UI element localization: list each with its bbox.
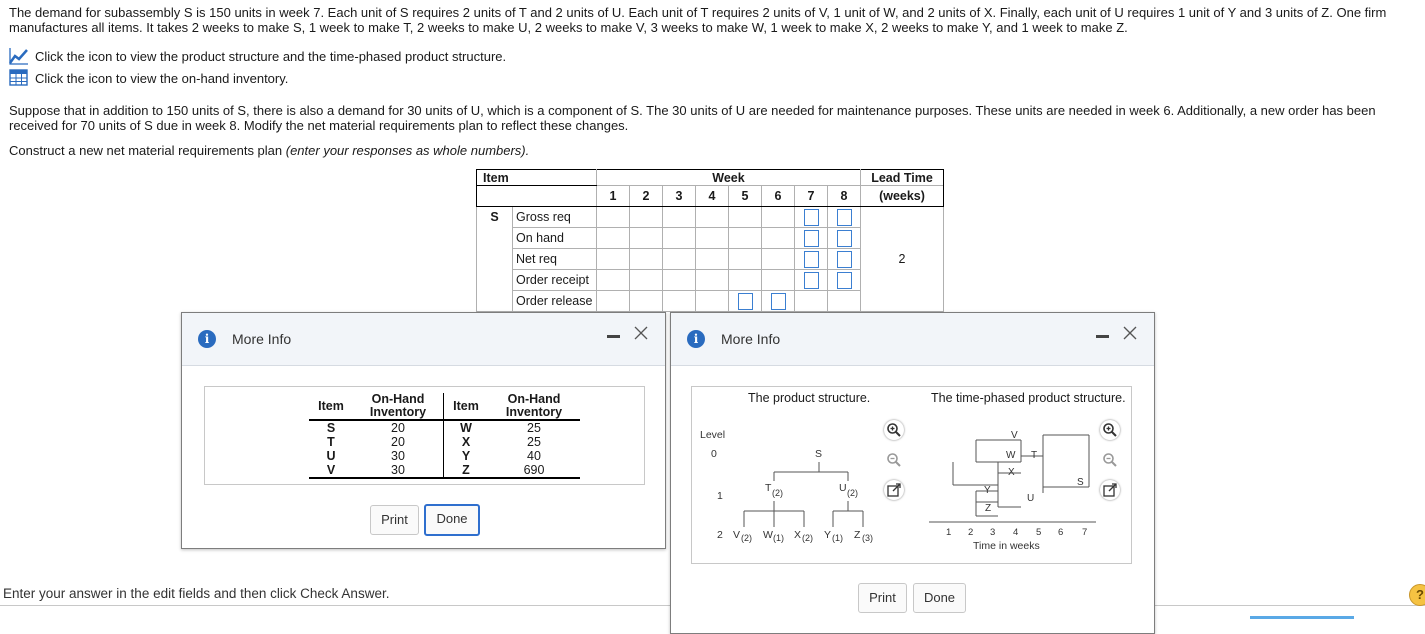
node-y-qty: (1) (832, 533, 843, 543)
week-5: 5 (729, 186, 762, 207)
structure-frame (691, 386, 1132, 564)
level-1: 1 (717, 490, 723, 502)
week-7: 7 (795, 186, 828, 207)
zoom-in-icon[interactable] (1100, 420, 1120, 440)
inv-qty: 20 (353, 420, 444, 435)
popout-icon[interactable] (884, 480, 904, 500)
inv-onhand-header-left: On-Hand Inventory (353, 393, 444, 420)
inv-item: T (327, 435, 335, 449)
mrp-header-row-1 (477, 170, 944, 186)
inv-item: X (461, 435, 471, 449)
lead-time-header-2: (weeks) (861, 186, 944, 207)
row-label-net-req: Net req (513, 249, 597, 270)
product-structure-diagram (692, 417, 882, 547)
help-icon[interactable]: ? (1409, 584, 1425, 606)
inv-qty: 20 (353, 435, 444, 449)
item-header: Item (477, 170, 597, 186)
level-2: 2 (717, 529, 723, 541)
inv-qty: 40 (527, 449, 541, 463)
row-gross-req (477, 207, 944, 228)
item-s: S (477, 207, 513, 312)
zoom-out-icon[interactable] (884, 450, 904, 470)
row-label-order-receipt: Order receipt (513, 270, 597, 291)
node-u-qty: (2) (847, 488, 858, 498)
level-0: 0 (711, 448, 717, 460)
inventory-dialog-header (182, 313, 665, 366)
inv-row (309, 420, 580, 435)
close-icon[interactable] (633, 325, 649, 341)
tp-u: U (1027, 493, 1035, 504)
inv-qty: 25 (527, 435, 541, 449)
done-button[interactable]: Done (913, 583, 966, 613)
week-6: 6 (762, 186, 795, 207)
week-3: 3 (663, 186, 696, 207)
zoom-out-icon[interactable] (1100, 450, 1120, 470)
chart-icon[interactable] (9, 47, 29, 65)
inv-item: S (326, 421, 336, 435)
node-v: V (733, 529, 741, 541)
inv-qty: 690 (488, 463, 580, 478)
row-label-gross-req: Gross req (513, 207, 597, 228)
tp-x: X (1008, 467, 1015, 478)
inv-row (309, 449, 580, 463)
inv-item: W (460, 421, 472, 435)
order-release-week-6-input[interactable] (771, 293, 786, 310)
tp-axis-label: Time in weeks (973, 540, 1040, 552)
node-x-qty: (2) (802, 533, 813, 543)
inventory-table (309, 393, 580, 479)
inv-qty: 30 (353, 449, 444, 463)
row-label-order-release: Order release (513, 291, 597, 312)
tp-t: T (1031, 450, 1038, 461)
product-structure-title: The product structure. (748, 391, 871, 405)
inv-row (309, 463, 580, 478)
node-s: S (815, 448, 823, 460)
week-4: 4 (696, 186, 729, 207)
print-button[interactable]: Print (858, 583, 907, 613)
structure-dialog-header (671, 313, 1154, 366)
tp-z: Z (985, 503, 992, 514)
info-icon: i (198, 330, 216, 348)
inventory-link-text[interactable]: Click the icon to view the on-hand inventory. (35, 70, 289, 86)
product-structure-link-text[interactable]: Click the icon to view the product structure and the time-phased product structure. (35, 48, 507, 64)
done-button[interactable]: Done (424, 504, 480, 536)
tp-tick: 1 (946, 527, 952, 538)
inv-item: V (309, 463, 353, 478)
inv-item: U (326, 449, 336, 463)
tp-w: W (1006, 450, 1016, 461)
level-label: Level (700, 429, 726, 441)
instruction-main: Construct a new net material requirements plan (9, 143, 286, 158)
popout-icon[interactable] (1100, 480, 1120, 500)
inv-item-header-right: Item (444, 393, 489, 420)
time-phased-title: The time-phased product structure. (931, 391, 1126, 405)
minimize-icon[interactable] (607, 335, 620, 338)
structure-dialog (670, 312, 1155, 634)
tp-tick: 6 (1058, 527, 1064, 538)
on-hand-week-8-input[interactable] (837, 230, 852, 247)
order-release-week-5-input[interactable] (738, 293, 753, 310)
inv-item-header-left: Item (309, 393, 353, 420)
node-t-qty: (2) (772, 488, 783, 498)
instruction-italic: (enter your responses as whole numbers). (285, 143, 530, 158)
time-phased-diagram (926, 425, 1098, 553)
tp-v: V (1011, 430, 1018, 441)
node-w: W (763, 529, 773, 541)
zoom-in-icon[interactable] (884, 420, 904, 440)
scenario-text: Suppose that in addition to 150 units of S, there is also a demand for 30 units of U, which is a component of S. The 30 units of U are needed for maintenance purposes. These units are needed in week 6. Additionally, a new order has been received for 70 units of S due in week 8. Modify the net material requirements plan to reflect these changes. (9, 103, 1376, 133)
node-z-qty: (3) (862, 533, 873, 543)
inv-item: Y (461, 449, 471, 463)
inv-onhand-header-right: On-Hand Inventory (488, 393, 580, 420)
lead-time-s: 2 (861, 207, 944, 312)
week-2: 2 (630, 186, 663, 207)
info-icon: i (687, 330, 705, 348)
tp-y: Y (984, 485, 991, 496)
inv-qty: 25 (527, 421, 541, 435)
node-y: Y (824, 529, 832, 541)
structure-dialog-title: More Info (721, 331, 781, 347)
node-z: Z (854, 529, 861, 541)
tp-s: S (1077, 477, 1084, 488)
node-u: U (839, 482, 847, 494)
problem-intro: The demand for subassembly S is 150 units in week 7. Each unit of S requires 2 units of T and 2 units of U. Each unit of T requires 2 units of V, 1 unit of W, and 2 units of X. Finally, each unit of U requires 1 unit of Y and 3 units of Z. One firm manufactures all items. It takes 2 weeks to make S, 1 week to make T, 2 weeks to make U, 2 weeks to make V, 3 weeks to make W, 1 week to make X, 2 weeks to make Y, and 1 week to make Z. (9, 5, 1387, 35)
inv-row (309, 435, 580, 449)
close-icon[interactable] (1122, 325, 1138, 341)
on-hand-week-7-input[interactable] (804, 230, 819, 247)
minimize-icon[interactable] (1096, 335, 1109, 338)
node-v-qty: (2) (741, 533, 752, 543)
inventory-dialog (181, 312, 666, 549)
lead-time-header: Lead Time (861, 170, 944, 186)
gross-req-week-8-input[interactable] (837, 209, 852, 226)
week-8: 8 (828, 186, 861, 207)
node-x: X (794, 529, 802, 541)
tp-tick: 7 (1082, 527, 1088, 538)
net-req-week-7-input[interactable] (804, 251, 819, 268)
inv-qty: 30 (353, 463, 444, 478)
footer-instruction: Enter your answer in the edit fields and then click Check Answer. (3, 586, 390, 601)
node-t: T (765, 482, 772, 494)
tp-tick: 5 (1036, 527, 1042, 538)
mrp-header-row-2 (477, 186, 944, 207)
inventory-table-frame (204, 386, 645, 485)
net-req-week-8-input[interactable] (837, 251, 852, 268)
node-w-qty: (1) (773, 533, 784, 543)
table-icon[interactable] (9, 69, 29, 87)
week-1: 1 (597, 186, 630, 207)
tp-tick: 4 (1013, 527, 1019, 538)
instruction (9, 143, 529, 158)
inventory-link[interactable] (9, 68, 288, 88)
order-receipt-week-8-input[interactable] (837, 272, 852, 289)
row-label-on-hand: On hand (513, 228, 597, 249)
order-receipt-week-7-input[interactable] (804, 272, 819, 289)
product-structure-link[interactable] (9, 46, 506, 66)
tp-tick: 2 (968, 527, 974, 538)
tp-tick: 3 (990, 527, 996, 538)
inventory-dialog-title: More Info (232, 331, 292, 347)
week-header: Week (597, 170, 861, 186)
gross-req-week-7-input[interactable] (804, 209, 819, 226)
inv-item: Z (444, 463, 489, 478)
mrp-table (476, 169, 944, 312)
print-button[interactable]: Print (370, 505, 419, 535)
